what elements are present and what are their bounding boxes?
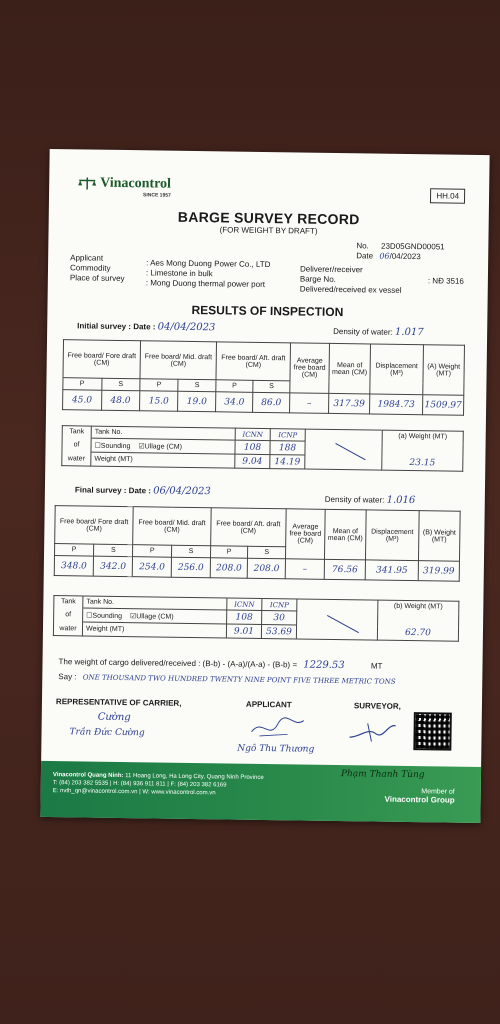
ps-cell: S bbox=[94, 544, 133, 557]
ullage-checkbox[interactable]: ☑ bbox=[129, 612, 137, 620]
tank-no-label: Tank No. bbox=[91, 426, 235, 440]
no-label: No. bbox=[356, 241, 369, 251]
initial-weight-value: 1509.97 bbox=[423, 395, 464, 416]
ps-cell: P bbox=[55, 544, 94, 557]
cargo-weight-line bbox=[58, 657, 382, 672]
ps-cell: P bbox=[63, 378, 102, 391]
sounding-label: Sounding bbox=[92, 612, 123, 620]
qr-code-icon bbox=[413, 712, 452, 751]
footer-member bbox=[384, 788, 454, 805]
ps-cell: S bbox=[101, 378, 140, 391]
cargo-weight-label: The weight of cargo delivered/received : (B-b) - (A-a)/(A-a) - (B-b) = bbox=[58, 657, 298, 670]
footer-web: E: nvth_qn@vinacontrol.com.vn | W: www.vinacontrol.com.vn bbox=[52, 788, 216, 797]
ullage-checkbox[interactable]: ☑ bbox=[138, 442, 145, 450]
ps-cell: P bbox=[133, 545, 172, 558]
barge-label: Barge No. bbox=[299, 274, 336, 284]
cargo-weight-value: 1229.53 bbox=[303, 659, 345, 672]
tank-of-label: of bbox=[54, 608, 83, 622]
footer-phones: T: (84) 203 382 5535 | H: (84) 936 911 811 | F: (84) 203 382 6169 bbox=[52, 780, 227, 789]
final-date-value: 06/04/2023 bbox=[153, 485, 211, 498]
ullage-b: 30 bbox=[262, 610, 297, 624]
initial-value: 48.0 bbox=[101, 390, 140, 411]
final-weight-header: (B) Weight (MT) bbox=[418, 511, 460, 562]
applicant-sig-label: APPLICANT bbox=[245, 699, 292, 710]
meta-labels-right bbox=[300, 264, 410, 296]
final-mid-header: Free board/ Mid. draft (CM) bbox=[133, 507, 211, 546]
tank-weight-label: Weight (MT) bbox=[91, 452, 235, 468]
final-mean-value: 76.56 bbox=[324, 559, 365, 580]
sounding-checkbox[interactable]: ☐ bbox=[94, 442, 101, 450]
scales-icon bbox=[77, 176, 97, 190]
vinacontrol-logo bbox=[77, 175, 171, 198]
deliverer-label: Deliverer/receiver bbox=[299, 264, 363, 275]
final-value: 342.0 bbox=[93, 556, 132, 577]
final-fore-header: Free board/ Fore draft (CM) bbox=[55, 506, 134, 545]
final-value: 254.0 bbox=[133, 557, 172, 578]
final-disp-value: 341.95 bbox=[365, 560, 418, 581]
applicant-value: : Aes Mong Duong Power Co., LTD bbox=[146, 258, 271, 270]
tank-weight-total: 62.70 bbox=[377, 626, 458, 641]
tank-weight-label: Weight (MT) bbox=[82, 622, 226, 638]
say-value: ONE THOUSAND TWO HUNDRED TWENTY NINE POINT FIVE THREE METRIC TONS bbox=[82, 673, 396, 686]
tank-water-label: water bbox=[53, 622, 82, 636]
meta-values bbox=[146, 258, 306, 290]
date-label: Date bbox=[356, 251, 374, 261]
sounding-label: Sounding bbox=[100, 442, 131, 450]
tank-no-label: Tank No. bbox=[83, 596, 227, 610]
initial-survey-label bbox=[77, 321, 215, 333]
tank-col-a: ICNN bbox=[235, 428, 270, 440]
final-date-label: Final survey : Date : bbox=[74, 485, 152, 496]
say-label: Say : bbox=[58, 672, 77, 682]
commodity-value: : Limestone in bulk bbox=[145, 268, 213, 279]
applicant-label: Applicant bbox=[70, 253, 104, 263]
final-survey-label bbox=[75, 485, 211, 497]
initial-density bbox=[333, 327, 424, 338]
initial-avg-header: Average free board (CM) bbox=[290, 343, 330, 394]
final-aft-header: Free board/ Aft. draft (CM) bbox=[210, 508, 286, 547]
page-title: BARGE SURVEY RECORD bbox=[177, 208, 360, 228]
date-value: /04/2023 bbox=[389, 251, 421, 262]
ullage-a: 108 bbox=[227, 610, 262, 624]
results-title: RESULTS OF INSPECTION bbox=[191, 302, 344, 320]
no-value: 23D05GND00051 bbox=[380, 241, 445, 252]
tank-weight-head: (b) Weight (MT) bbox=[378, 600, 459, 613]
ps-cell: S bbox=[253, 380, 290, 393]
initial-value: 45.0 bbox=[63, 390, 102, 411]
footer-contact bbox=[53, 771, 303, 798]
initial-fore-header: Free board/ Fore draft (CM) bbox=[63, 340, 141, 379]
initial-value: 86.0 bbox=[253, 392, 290, 413]
surveyor-name: Phạm Thanh Tùng bbox=[340, 769, 425, 781]
initial-disp-header: Displacement (M³) bbox=[370, 344, 424, 395]
final-density-label: Density of water: bbox=[324, 494, 385, 505]
applicant-name: Ngô Thu Thương bbox=[237, 743, 315, 755]
footer-company: Vinacontrol Quang Ninh: bbox=[52, 772, 124, 780]
place-value: : Mong Duong thermal power port bbox=[145, 278, 266, 289]
initial-tank-table bbox=[61, 425, 464, 472]
final-tank-table bbox=[53, 595, 460, 642]
final-disp-header: Displacement (M³) bbox=[365, 510, 419, 561]
initial-density-label: Density of water: bbox=[333, 326, 393, 337]
footer-bar bbox=[40, 761, 481, 823]
applicant-signature-mark bbox=[247, 714, 307, 743]
final-density bbox=[325, 495, 416, 506]
tank-col-a: ICNN bbox=[227, 598, 262, 610]
barge-value: : NĐ 3516 bbox=[427, 276, 464, 286]
footer-group: Vinacontrol Group bbox=[384, 794, 455, 805]
tank-of-label: of bbox=[62, 438, 91, 452]
initial-density-value: 1.017 bbox=[394, 326, 424, 339]
survey-document bbox=[40, 149, 489, 823]
weight-b: 14.19 bbox=[270, 455, 305, 469]
final-value: 208.0 bbox=[248, 558, 286, 579]
final-weight-value: 319.99 bbox=[418, 561, 459, 582]
initial-weight-header: (A) Weight (MT) bbox=[423, 345, 465, 396]
final-value: 208.0 bbox=[210, 558, 248, 579]
ps-cell: P bbox=[210, 546, 248, 559]
brand-since: SINCE 1957 bbox=[142, 192, 171, 199]
carrier-signature: Cường bbox=[97, 711, 131, 724]
sounding-checkbox[interactable]: ☐ bbox=[86, 612, 93, 620]
final-density-value: 1.016 bbox=[386, 494, 416, 507]
weight-a: 9.01 bbox=[226, 624, 261, 638]
ullage-label: Ullage (CM) bbox=[136, 612, 174, 621]
initial-mid-header: Free board/ Mid. draft (CM) bbox=[140, 341, 217, 380]
initial-date-label: Initial survey : Date : bbox=[77, 321, 156, 332]
final-avg-value: – bbox=[285, 559, 324, 580]
ullage-label: Ullage (CM) bbox=[144, 442, 183, 451]
surveyor-signature-mark bbox=[347, 719, 399, 746]
final-mean-header: Mean of mean (CM) bbox=[324, 509, 366, 560]
final-avg-header: Average free board (CM) bbox=[285, 509, 325, 560]
initial-draft-table bbox=[62, 339, 465, 416]
delivered-label: Delivered/received ex vessel bbox=[299, 284, 402, 295]
footer-address: 11 Hoang Long, Ha Long City, Quang Ninh Province bbox=[125, 773, 264, 782]
page-subtitle: (FOR WEIGHT BY DRAFT) bbox=[219, 225, 318, 236]
initial-mean-value: 317.39 bbox=[329, 393, 370, 414]
surveyor-label: SURVEYOR, bbox=[353, 701, 401, 711]
record-date bbox=[356, 251, 421, 262]
initial-aft-header: Free board/ Aft. draft (CM) bbox=[216, 342, 290, 381]
ullage-b: 188 bbox=[270, 441, 305, 455]
initial-value: 19.0 bbox=[178, 391, 216, 412]
final-draft-table bbox=[54, 505, 461, 582]
initial-avg-value: – bbox=[290, 393, 329, 414]
initial-date-value: 04/04/2023 bbox=[157, 321, 216, 334]
date-day: 06 bbox=[379, 251, 390, 261]
tank-weight-head: (a) Weight (MT) bbox=[382, 430, 463, 443]
brand-name: Vinacontrol bbox=[100, 175, 172, 192]
tank-weight-total: 23.15 bbox=[382, 456, 463, 471]
form-code: HH.04 bbox=[430, 188, 465, 203]
footer-member-label: Member of bbox=[421, 788, 455, 796]
ullage-a: 108 bbox=[235, 440, 270, 454]
cargo-weight-unit: MT bbox=[370, 661, 383, 671]
ps-cell: P bbox=[216, 380, 253, 393]
tank-label: Tank bbox=[62, 426, 91, 438]
ps-cell: S bbox=[172, 545, 211, 558]
weight-b: 53.69 bbox=[261, 624, 296, 638]
tank-col-b: ICNP bbox=[270, 429, 305, 441]
place-label: Place of survey bbox=[69, 273, 125, 284]
weight-a: 9.04 bbox=[235, 454, 270, 468]
initial-disp-value: 1984.73 bbox=[370, 394, 423, 415]
initial-value: 15.0 bbox=[140, 391, 178, 412]
tank-water-label: water bbox=[62, 452, 91, 466]
initial-mean-header: Mean of mean (CM) bbox=[329, 343, 371, 394]
commodity-label: Commodity bbox=[69, 263, 111, 273]
carrier-label: REPRESENTATIVE OF CARRIER, bbox=[55, 697, 182, 708]
tank-col-b: ICNP bbox=[262, 598, 297, 610]
final-value: 348.0 bbox=[54, 556, 93, 577]
initial-value: 34.0 bbox=[216, 392, 253, 413]
ps-cell: P bbox=[140, 379, 178, 392]
ps-cell: S bbox=[248, 546, 286, 559]
cargo-say-line bbox=[58, 672, 482, 688]
meta-labels bbox=[70, 253, 150, 284]
ps-cell: S bbox=[178, 379, 216, 392]
carrier-name: Trần Đức Cường bbox=[69, 727, 145, 739]
final-value: 256.0 bbox=[171, 557, 210, 578]
tank-label: Tank bbox=[54, 596, 83, 608]
